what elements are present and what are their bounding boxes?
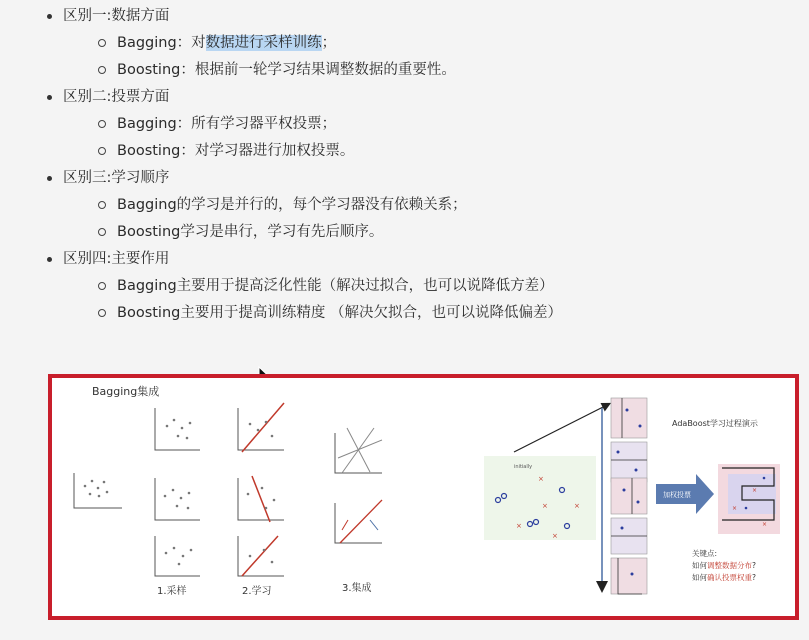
adaboost-initial-plot bbox=[484, 456, 596, 540]
diff1-bagging-text: Bagging：对 bbox=[117, 35, 206, 51]
svg-text:×: × bbox=[542, 502, 548, 510]
diff1-bagging bbox=[95, 33, 562, 53]
bagging-title: Bagging集成 bbox=[92, 385, 160, 398]
diff-title-1: 区别一:数据方面 bbox=[63, 8, 170, 24]
selected-text-highlight[interactable]: 数据进行采样训练 bbox=[205, 35, 322, 51]
key-point-2: 如何确认投票权重? bbox=[692, 573, 756, 582]
svg-text:×: × bbox=[732, 505, 738, 512]
svg-text:×: × bbox=[752, 487, 758, 494]
adaboost-final-plot bbox=[718, 464, 780, 534]
step2-label: 2.学习 bbox=[242, 586, 272, 597]
diff-section-1 bbox=[38, 6, 530, 80]
sample-plots bbox=[155, 408, 200, 576]
diff4-boosting: Boosting主要用于提高训练精度 （解决欠拟合，也可以说降低偏差） bbox=[95, 303, 562, 323]
adaboost-title: AdaBoost学习过程演示 bbox=[672, 419, 758, 428]
svg-text:×: × bbox=[538, 475, 544, 483]
differences-list bbox=[38, 6, 562, 330]
diff2-bagging: Bagging：所有学习器平权投票； bbox=[95, 114, 562, 134]
diff4-bagging: Bagging主要用于提高泛化性能（解决过拟合，也可以说降低方差） bbox=[95, 276, 562, 296]
diff-title-4: 区别四:主要作用 bbox=[63, 251, 170, 267]
svg-text:×: × bbox=[574, 502, 580, 510]
ensemble-illustration bbox=[52, 378, 795, 616]
original-data-plot bbox=[74, 473, 122, 508]
ensemble-figure bbox=[48, 374, 799, 620]
weighted-vote-label: 加权投票 bbox=[663, 491, 691, 499]
key-points-title: 关键点: bbox=[692, 549, 718, 558]
adaboost-iterations bbox=[602, 398, 647, 594]
svg-text:×: × bbox=[552, 532, 558, 540]
arrow-icon bbox=[514, 404, 609, 452]
diff-section-4 bbox=[38, 249, 562, 323]
weighted-vote-arrow bbox=[656, 474, 714, 514]
diff-section-2 bbox=[38, 87, 530, 161]
learner-plots bbox=[238, 403, 284, 576]
ensemble-plots bbox=[335, 428, 382, 543]
step1-label: 1.采样 bbox=[157, 586, 187, 597]
diff-title-3: 区别三:学习顺序 bbox=[63, 170, 170, 186]
svg-text:×: × bbox=[762, 521, 768, 528]
diff3-bagging: Bagging的学习是并行的，每个学习器没有依赖关系； bbox=[95, 195, 562, 215]
svg-text:×: × bbox=[516, 522, 522, 530]
diff1-boosting: Boosting：根据前一轮学习结果调整数据的重要性。 bbox=[95, 60, 562, 80]
diff1-bagging-suffix: ； bbox=[321, 35, 337, 51]
initially-label: initially bbox=[514, 464, 533, 470]
diff2-boosting: Boosting：对学习器进行加权投票。 bbox=[95, 141, 562, 161]
key-point-1: 如何调整数据分布? bbox=[692, 561, 756, 570]
diff-title-2: 区别二:投票方面 bbox=[63, 89, 170, 105]
step3-label: 3.集成 bbox=[342, 583, 372, 594]
diff3-boosting: Boosting学习是串行，学习有先后顺序。 bbox=[95, 222, 562, 242]
diff-section-3 bbox=[38, 168, 530, 242]
